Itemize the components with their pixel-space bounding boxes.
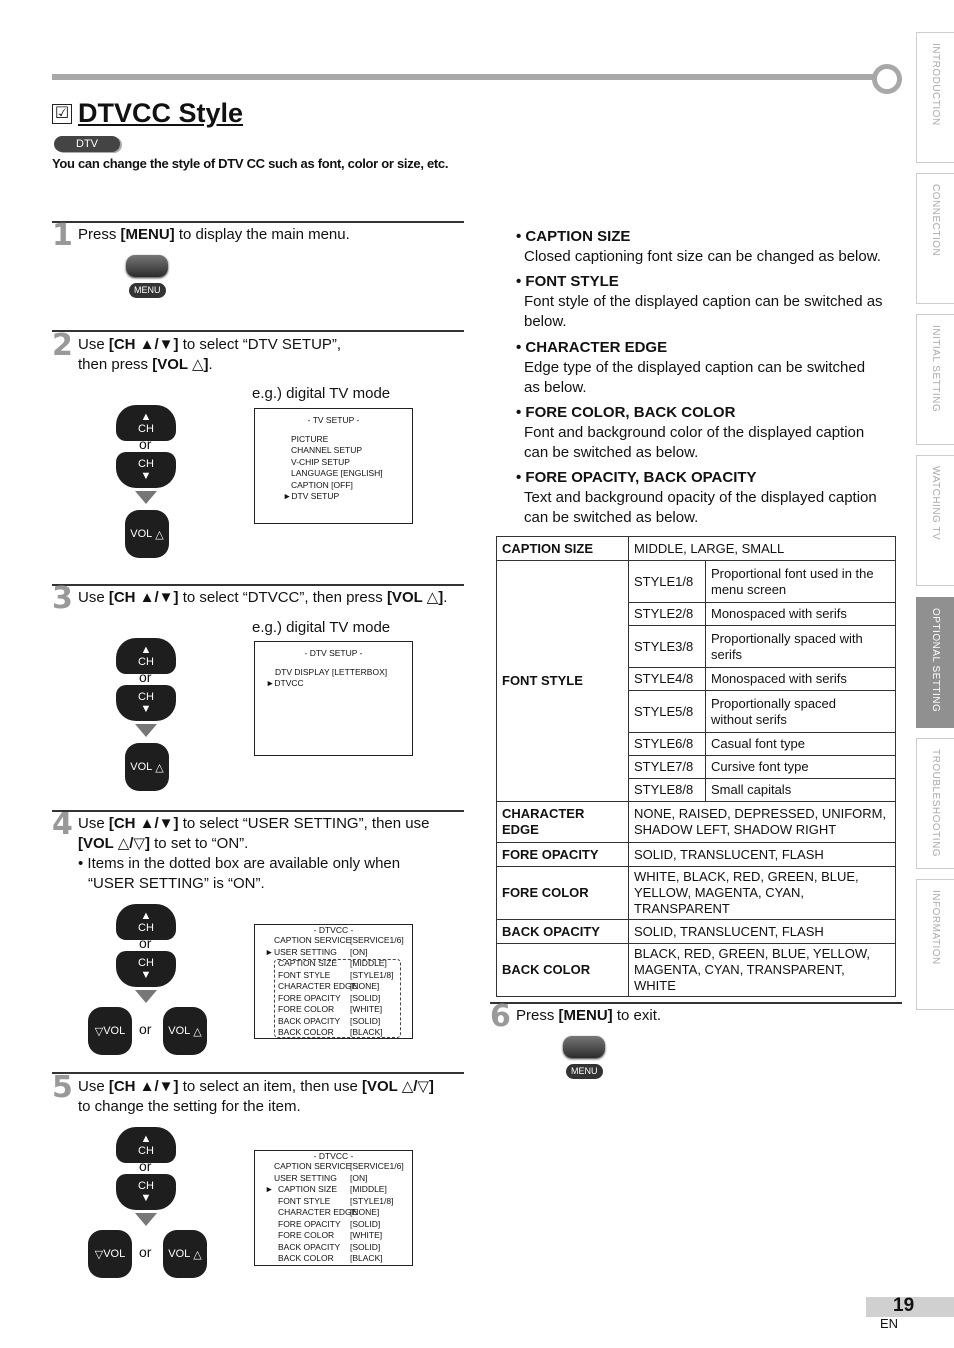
screen-item-value: [ON]	[350, 1172, 368, 1183]
side-tab-watching-tv[interactable]: WATCHING TV	[916, 455, 954, 586]
screen-item: DTV DISPLAY [LETTERBOX]	[275, 666, 388, 677]
bullet-item: • CHARACTER EDGE Edge type of the displayed caption can be switched as below.	[516, 339, 866, 396]
step-5-text: Use [CH ▲/▼] to select an item, then use [VOL △/▽] to change the setting for the item.	[78, 1078, 434, 1115]
table-row: FORE COLOR WHITE, BLACK, RED, GREEN, BLUE, YELLOW, MAGENTA, CYAN, TRANSPARENT	[497, 867, 896, 920]
header-rule	[52, 74, 882, 80]
side-tab-troubleshooting[interactable]: TROUBLESHOOTING	[916, 738, 954, 869]
screen-item-label: CAPTION SIZE	[278, 958, 338, 968]
bullet-item: • FONT STYLE Font style of the displayed caption can be switched as below.	[516, 273, 883, 330]
caption-settings-table	[496, 536, 896, 997]
step-2-text: Use [CH ▲/▼] to select “DTV SETUP”, then press [VOL △].	[78, 336, 342, 373]
cursor-icon: ►	[283, 491, 292, 501]
ch-up-button-icon: ▲ CH	[116, 405, 176, 441]
side-tab-initial-setting[interactable]: INITIAL SETTING	[916, 314, 954, 445]
screen-item-value: [SOLID]	[350, 1241, 381, 1252]
screen-item-value: [SOLID]	[350, 1218, 381, 1229]
screen-item-value: [MIDDLE]	[350, 958, 387, 968]
language-label: EN	[880, 1316, 899, 1331]
menu-button-icon	[563, 1036, 605, 1058]
ch-down-button-icon: CH ▼	[116, 452, 176, 488]
or-label: or	[139, 1158, 152, 1174]
table-row: FORE OPACITY SOLID, TRANSLUCENT, FLASH	[497, 843, 896, 867]
screen-item-value: [SOLID]	[350, 992, 381, 1003]
step-number: 6	[490, 999, 511, 1034]
side-tab-information[interactable]: INFORMATION	[916, 879, 954, 1010]
screen-item-value: [SERVICE1/6]	[350, 1161, 404, 1171]
table-row: CAPTION SIZE MIDDLE, LARGE, SMALL	[497, 537, 896, 561]
vol-down-button-icon: ▽ VOL	[88, 1230, 132, 1278]
screen-title: - TV SETUP -	[307, 415, 360, 425]
dtv-setup-screen	[254, 641, 413, 756]
table-row: BACK OPACITY SOLID, TRANSLUCENT, FLASH	[497, 920, 896, 944]
dtvcc-screen-b	[254, 1150, 413, 1266]
ch-down-button-icon: CH ▼	[116, 951, 176, 987]
bullet-item: • FORE COLOR, BACK COLOR Font and background color of the displayed caption can be switched as below.	[516, 404, 865, 461]
or-label: or	[139, 1244, 152, 1260]
screen-item-label: BACK OPACITY	[278, 1241, 341, 1252]
menu-button-icon	[126, 255, 168, 277]
screen-item: V-CHIP SETUP	[291, 456, 350, 467]
arrow-down-icon	[135, 990, 157, 1003]
step-6-text: Press [MENU] to exit.	[516, 1007, 662, 1024]
dtv-badge: DTV	[54, 136, 120, 152]
step-number: 5	[52, 1070, 73, 1105]
table-row: FONT STYLE STYLE1/8 Proportional font used in the menu screen	[497, 561, 896, 603]
ch-down-button-icon: CH ▼	[116, 685, 176, 721]
table-row: STYLE4/8 Monospaced with serifs	[497, 668, 896, 691]
screen-title: - DTVCC -	[313, 925, 354, 935]
table-row: STYLE7/8 Cursive font type	[497, 756, 896, 779]
screen-item-label: FONT STYLE	[278, 1195, 331, 1206]
step-separator	[52, 330, 464, 332]
page-title-text: DTVCC Style	[78, 98, 244, 128]
screen-item: CAPTION [OFF]	[291, 479, 353, 490]
screen-item-label: CAPTION SIZE	[278, 1184, 338, 1194]
step-separator	[490, 1002, 902, 1004]
screen-item-label: CHARACTER EDGE	[278, 981, 358, 991]
ch-up-button-icon: ▲ CH	[116, 638, 176, 674]
screen-item-value: [WHITE]	[350, 1230, 383, 1240]
step-1-text: Press [MENU] to display the main menu.	[78, 226, 350, 243]
screen-item-value: [WHITE]	[350, 1004, 383, 1014]
table-row: STYLE2/8 Monospaced with serifs	[497, 603, 896, 626]
example-label: e.g.) digital TV mode	[252, 619, 391, 636]
screen-item: DTVCC	[274, 678, 304, 688]
or-label: or	[139, 935, 152, 951]
screen-item: LANGUAGE [ENGLISH]	[291, 468, 383, 478]
menu-label: MENU	[129, 283, 166, 298]
page-title	[52, 98, 243, 129]
screen-item-label: FORE COLOR	[278, 1004, 335, 1014]
screen-item-value: [SERVICE1/6]	[350, 935, 404, 945]
screen-item-value: [BLACK]	[350, 1027, 383, 1037]
or-label: or	[139, 436, 152, 452]
screen-item-label: FORE COLOR	[278, 1230, 335, 1240]
screen-item-label: CAPTION SERVICE	[274, 935, 352, 945]
screen-item-value: [ON]	[350, 946, 368, 957]
ch-up-button-icon: ▲ CH	[116, 904, 176, 940]
screen-item-label: FONT STYLE	[278, 969, 331, 980]
table-row: STYLE8/8 Small capitals	[497, 779, 896, 802]
side-tab-introduction[interactable]: INTRODUCTION	[916, 32, 954, 163]
screen-item: PICTURE	[291, 433, 329, 444]
header-circle	[872, 64, 902, 94]
side-tab-connection[interactable]: CONNECTION	[916, 173, 954, 304]
bullet-item: • FORE OPACITY, BACK OPACITY Text and background opacity of the displayed caption can be switched as below.	[516, 469, 877, 526]
arrow-down-icon	[135, 724, 157, 737]
step-3-text: Use [CH ▲/▼] to select “DTVCC”, then press [VOL △].	[78, 589, 448, 606]
arrow-down-icon	[135, 491, 157, 504]
screen-item-label: CAPTION SERVICE	[274, 1161, 352, 1171]
step-number: 4	[52, 807, 73, 842]
ch-up-button-icon: ▲ CH	[116, 1127, 176, 1163]
screen-item-label: FORE OPACITY	[278, 992, 341, 1003]
step-separator	[52, 1072, 464, 1074]
screen-item-label: BACK OPACITY	[278, 1015, 341, 1026]
screen-item-value: [STYLE1/8]	[350, 969, 394, 980]
tv-setup-screen	[254, 408, 413, 524]
screen-item-label: USER SETTING	[274, 946, 337, 957]
table-row: STYLE5/8 Proportionally spaced without serifs	[497, 691, 896, 733]
vol-down-button-icon: ▽ VOL	[88, 1007, 132, 1055]
screen-item-value: [BLACK]	[350, 1253, 383, 1263]
screen-title: - DTV SETUP -	[304, 648, 363, 658]
step-number: 3	[52, 581, 73, 616]
screen-item-label: FORE OPACITY	[278, 1218, 341, 1229]
page-number: 19	[893, 1295, 915, 1316]
screen-item-value: [STYLE1/8]	[350, 1195, 394, 1206]
screen-item-value: [MIDDLE]	[350, 1184, 387, 1194]
cursor-icon: ►	[265, 1184, 274, 1194]
table-row: STYLE6/8 Casual font type	[497, 733, 896, 756]
screen-item-label: CHARACTER EDGE	[278, 1207, 358, 1217]
screen-item-label: BACK COLOR	[278, 1253, 334, 1263]
screen-item: DTV SETUP	[291, 491, 340, 501]
menu-label: MENU	[566, 1064, 603, 1079]
ch-down-button-icon: CH ▼	[116, 1174, 176, 1210]
table-row: BACK COLOR BLACK, RED, GREEN, BLUE, YELLOW, MAGENTA, CYAN, TRANSPARENT, WHITE	[497, 944, 896, 997]
cursor-icon: ►	[265, 946, 274, 957]
checkbox-icon: ☑	[52, 104, 72, 124]
cursor-icon: ►	[266, 678, 275, 688]
step-number: 1	[52, 218, 73, 253]
step-number: 2	[52, 328, 73, 363]
table-row: STYLE3/8 Proportionally spaced with serifs	[497, 626, 896, 668]
dtvcc-screen-a	[254, 924, 413, 1039]
table-row: CHARACTER EDGE NONE, RAISED, DEPRESSED, UNIFORM, SHADOW LEFT, SHADOW RIGHT	[497, 802, 896, 843]
or-label: or	[139, 669, 152, 685]
step-separator	[52, 584, 464, 586]
screen-title: - DTVCC -	[313, 1151, 354, 1161]
screen-item: CHANNEL SETUP	[291, 445, 363, 455]
or-label: or	[139, 1021, 152, 1037]
bullet-item: • CAPTION SIZE Closed captioning font size can be changed as below.	[516, 228, 881, 265]
screen-item-label: BACK COLOR	[278, 1027, 334, 1037]
side-tab-optional-setting[interactable]: OPTIONAL SETTING	[916, 597, 954, 728]
vol-up-button-icon: VOL △	[125, 510, 169, 558]
step-separator	[52, 221, 464, 223]
vol-up-button-icon: VOL △	[163, 1230, 207, 1278]
vol-up-button-icon: VOL △	[125, 743, 169, 791]
screen-item-label: USER SETTING	[274, 1172, 337, 1183]
intro-text: You can change the style of DTV CC such as font, color or size, etc.	[52, 156, 449, 171]
step-4-text: Use [CH ▲/▼] to select “USER SETTING”, then use [VOL △/▽] to set to “ON”. • Items in the dotted box are available only when “USER SETTING” is “ON”.	[78, 815, 430, 892]
dotted-box	[274, 959, 401, 1038]
arrow-down-icon	[135, 1213, 157, 1226]
screen-item-value: [NONE]	[350, 981, 380, 991]
example-label: e.g.) digital TV mode	[252, 385, 391, 402]
vol-up-button-icon: VOL △	[163, 1007, 207, 1055]
step-separator	[52, 810, 464, 812]
screen-item-value: [NONE]	[350, 1207, 380, 1217]
screen-item-value: [SOLID]	[350, 1015, 381, 1026]
bullet-list	[516, 227, 908, 528]
